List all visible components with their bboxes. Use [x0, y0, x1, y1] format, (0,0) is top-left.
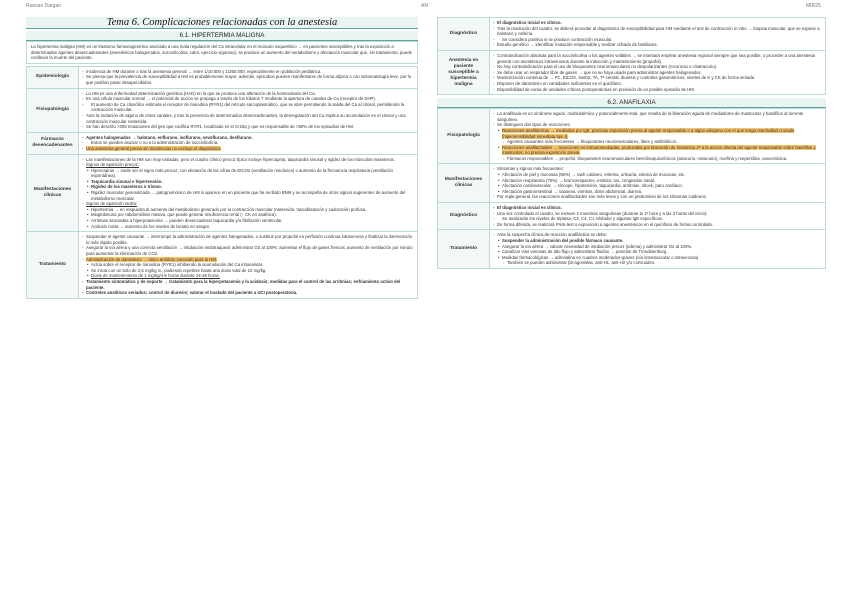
- list-item: • Afectación respiratoria (70%) → broncoespasmo, estridor, tos, congestión nasal.: [498, 178, 822, 184]
- list-item: - Tratamiento sintomático y de soporte → tratamiento para la hiperpotasemia y la acidosis; medidas para el control de las arritmias; enfriamiento activo del paciente.: [82, 279, 414, 290]
- row-content: [490, 230, 826, 269]
- table-row: [438, 164, 826, 203]
- list-item: • Rigidez muscular generalizada → patognomónico de HM si aparece en un paciente que ha recibido BNM y se acompaña de otros signos sugerentes de aumento del metabolismo muscular.: [87, 190, 414, 201]
- table-row: [27, 232, 418, 299]
- hm-table: [26, 66, 418, 299]
- list-item: - Se distinguen dos tipos de reacciones:: [493, 122, 822, 128]
- row-content: [490, 164, 826, 203]
- list-item: • Hipercapnia → suele ser el signo más precoz, con elevación de las cifras de EtCO2 (ventilación mecánica) o aumento de la frecuencia respiratoria (ventilación espontánea).: [87, 168, 414, 179]
- list-item: - No hay contraindicación para el uso de bloqueantes neuromusculares no despolarizantes (rocuronio o cisatracurio).: [493, 64, 822, 70]
- list-item: • Arritmias asociadas a hiperpotasemia → pueden desencadenar taquicardia y/o fibrilación ventricular.: [87, 218, 414, 224]
- row-label: Manifestaciones clínicas: [438, 164, 490, 203]
- table-row: [438, 18, 826, 51]
- list-item: • Acidosis mixta → aumento de los niveles de lactato en sangre.: [87, 224, 414, 230]
- table-row: [27, 88, 418, 132]
- table-row: [438, 203, 826, 230]
- list-item: - Disponibilidad de cama de unidades críticas postoperatorias en previsión de un posible episodio de HM.: [493, 87, 822, 93]
- highlighted-text: Administración de dantroleno → único antídoto conocido para la HM.: [86, 256, 218, 262]
- list-item: - Asegurar la vía aérea y una correcta ventilación → intubación endotraqueal; administrar O2 al 100%; aumentar el flujo de gases frescos; aumento de ventilación por minuto para aumentar la eliminación de CO2.: [82, 245, 414, 256]
- list-item: • Hipertermia → en respuesta al aumento del metabolismo generado por la contracción muscular mantenida. Vasodilatación y sudoración profusa.: [87, 207, 414, 213]
- list-item: - El diagnóstico inicial es clínico.: [493, 205, 822, 211]
- row-label: Anestesia en paciente susceptible a hipertermia maligna: [438, 50, 490, 94]
- list-item: - Ante la mutación de alguno de estos canales, y tras la presencia de determinados desencadenantes, la desregulación del Ca implica su acumulación en el citosol y una contracción muscular sostenida.: [82, 113, 414, 124]
- left-column: [26, 31, 418, 585]
- list-item: - Síntomas y signos más frecuentes:: [493, 166, 822, 172]
- list-item: - Las manifestaciones de la HM son muy variadas, pero el cuadro clínico precoz típico incluye hipercapnia, taquicardia sinusal y rigidez de los músculos maseteros.: [82, 157, 414, 163]
- list-item: • Afectación gastrointestinal → náuseas, vómitos, dolor abdominal, diarrea.: [498, 189, 822, 195]
- anafilaxia-table: [437, 108, 826, 269]
- row-content: [79, 66, 418, 88]
- list-item: - Se considera positiva si se produce contracción muscular.: [493, 37, 822, 43]
- list-item: - La anafilaxia es un síndrome agudo, multisistémico y potencialmente letal, que resulta de la liberación aguda de mediadores de mastocitos y basófilos al torrente sanguíneo.: [493, 111, 822, 122]
- list-item: - Suspender el agente causante → interrumpir la administración de agentes halogenados, o sustituir por propofol en perfusión continua intravenosa y finalizar la intervención lo más rápido posible.: [82, 234, 414, 245]
- highlighted-text: Reacciones anafilácticas → mediadas por IgE, precisan exposición previa al agente responsable o a algún alérgeno con el que tenga reactividad cruzada (hipersensibilidad inmediata tipo I).: [502, 127, 795, 139]
- section-title-anafilaxia: 6.2. ANAFILAXIA: [437, 98, 826, 108]
- row-content: [490, 109, 826, 164]
- list-item: - Incidencia de HM durante o tras la anestesia general → entre 1/10.000 y 1/250.000, especialmente en población pediátrica.: [82, 69, 414, 75]
- list-item: • Afectación cardiovascular → síncope, hipotensión, taquicardia, arritmias, shock, paro cardíaco.: [498, 183, 822, 189]
- row-label: Diagnóstico: [438, 203, 490, 230]
- row-content: [79, 132, 418, 154]
- row-label: Diagnóstico: [438, 18, 490, 51]
- list-item: • Mioglobinuria por rabdomiólisis masiva, que puede generar insuficiencia renal (↑ CK en analítica).: [87, 212, 414, 218]
- highlighted-text: Reacciones anafilactoides → reacciones no inmunomediadas, producidas por liberación de histamina 2ª a la acción directa del agente responsable sobre basófilos y mastocitos; no precisa exposición previa.: [502, 144, 816, 156]
- list-item: [82, 146, 414, 152]
- list-item: - Por regla general, las reacciones anafilactoides son más leves y con un predominio de los síntomas cutáneos.: [493, 194, 822, 200]
- list-item: - El diagnóstico inicial es clínico.: [493, 20, 822, 26]
- list-item: ◦ También se pueden administrar β2-agonistas, anti-H1, anti-H2 y/o corticoides.: [503, 260, 822, 266]
- list-item: [498, 145, 822, 156]
- list-item: • Taquicardia sinusal e hipertensión.: [87, 179, 414, 185]
- list-item: - Se debe usar un respirador libre de gases → que no se haya usado para administrar agentes halogenados.: [493, 70, 822, 76]
- list-item: • Canalizar vías venosas de alto flujo y administrar fluidos → posición de Trendelenburg.: [498, 249, 822, 255]
- highlighted-text: Una anestesia general previa sin incidencias no excluye el diagnóstico.: [86, 145, 222, 151]
- row-content: [490, 203, 826, 230]
- table-row: [27, 66, 418, 88]
- list-item: - Ante la sospecha clínica de reacción anafiláctica se debe:: [493, 232, 822, 238]
- list-item: - Signos de aparición tardía:: [82, 201, 414, 207]
- row-content: [79, 88, 418, 132]
- list-item: • Actúa sobre el receptor de rianodina (RYR1) inhibiendo la acumulación del Ca intracelular.: [87, 262, 414, 268]
- list-item: - Agentes halogenados → halotano, enflurano, isoflurano, sevoflurano, desflurano.: [82, 135, 414, 141]
- list-item: - Controles analíticos seriados; control de diuresis; valorar el traslado del paciente a UCI postoperatoria.: [82, 290, 414, 296]
- list-item: • Asegurar la vía aérea → valorar necesidad de intubación precoz (edema) y administrar O2 al 100%.: [498, 244, 822, 250]
- section-title-hm: 6.1. HIPERTERMIA MALIGNA: [26, 31, 418, 41]
- list-item: - El aumento de Ca citosólico estimula el receptor de rianodina (RYR1) del retículo sarcoplasmático, que se abre permitiendo la salida del Ca al citosol, permitiendo la contracción muscular.: [82, 102, 414, 113]
- list-item: • Rigidez de los maseteros o trismo.: [87, 184, 414, 190]
- table-row: [438, 109, 826, 164]
- list-item: • Afectación de piel y mucosas (90%) → rash cutáneo, eritema, urticaria, edema de mucosas, etc.: [498, 172, 822, 178]
- row-content: [490, 50, 826, 94]
- row-label: Fármacos desencadenantes: [27, 132, 79, 154]
- list-item: - Disponer de dantroleno en cantidades suficientes en el quirófano.: [493, 81, 822, 87]
- list-item: - Tras la resolución del cuadro, se deberá proceder al diagnóstico de susceptibilidad para HM mediante el test de contracción in vitro → biopsia muscular, que se expone a halotano y cafeína.: [493, 26, 822, 37]
- list-item: [498, 128, 822, 139]
- list-item: - Estudio genético → identificar mutación responsable y realizar cribado de familiares.: [493, 42, 822, 48]
- table-row: [27, 132, 418, 154]
- list-item: - Contraindicación absoluta para la succinilcolina o los agentes volátiles → se intentará emplear anestesia regional siempre que sea posible, o proceder a una anestesia general con anestésicos intravenosos durante la inducción y mantenimiento (propofol).: [493, 53, 822, 64]
- row-label: Epidemiología: [27, 66, 79, 88]
- list-item: - Se han descrito >300 mutaciones del gen que codifica RYR1, localizado en el Cr19q y que es responsable de >50% de los episodios de HM.: [82, 124, 414, 130]
- hm-intro: La hipertermia maligna (HM) es un trastorno farmacogenético asociado a una mala regulación del Ca intracelular en el músculo esquelético → en pacientes susceptibles y tras la exposición a determinados agentes desencadenantes (anestésicos halogenados, succinilcolina, calor, ejercicio vigoroso), se produce un aumento del metabolismo y afectación muscular que, sin tratamiento, puede conllevar la muerte del paciente.: [26, 41, 418, 64]
- list-item: ◦ Fármacos responsables → propofol, bloqueantes neuromusculares bencilisoquinolínicos (atracurio, mivacurio), morfina y meperidina, vancomicina.: [503, 156, 822, 162]
- list-item: • Suspender la administración del posible fármaco causante.: [498, 238, 822, 244]
- hm-table-continued: [437, 17, 826, 95]
- list-item: - Se piensa que la prevalencia de susceptibilidad a HM es probablemente mayor, además, episodios pueden manifestarse de forma atípica o con sintomatología leve, por lo que podrían pasar desapercibidos.: [82, 74, 414, 85]
- row-content: [79, 232, 418, 299]
- list-item: • Medidas farmacológicas → adrenalina en cuadros moderados-graves (vía intramuscular o intravenosa).: [498, 255, 822, 261]
- list-item: • Dosis de mantenimiento de 1 mg/kg/4-6 horas durante 24-48 horas.: [87, 273, 414, 279]
- table-row: [27, 154, 418, 232]
- row-label: Tratamiento: [27, 232, 79, 299]
- row-label: Fisiopatología: [438, 109, 490, 164]
- row-label: Fisiopatología: [27, 88, 79, 132]
- header-author: Ruesan Dargan: [26, 3, 62, 9]
- list-item: - Se analizarán los niveles de triptasa, C3, C4, C1 inhibidor y algunas IgE específicas.: [493, 216, 822, 222]
- header-code: MIR25: [806, 3, 821, 9]
- table-row: [438, 50, 826, 94]
- list-item: • Se inicia con un bolo de 2,5 mg/kg iv., pudiendo repetirse hasta una dosis total de 10 mg/kg.: [87, 268, 414, 274]
- list-item: - Estos se pueden asociar o no a la administración de succinilcolina.: [82, 140, 414, 146]
- list-item: - Monitorización continua de → FC, EtCO2, SatO2, TA, Tª central, diuresis y controles gasométricos; niveles de K y CK de forma seriada.: [493, 75, 822, 81]
- right-column: [437, 17, 826, 585]
- row-content: [490, 18, 826, 51]
- table-row: [438, 230, 826, 269]
- list-item: - Una vez controlado el cuadro, se extraen 2 muestras sanguíneas (durante la 1ª hora y a las 2 horas del inicio).: [493, 211, 822, 217]
- row-label: Tratamiento: [438, 230, 490, 269]
- row-content: [79, 154, 418, 232]
- row-label: Manifestaciones clínicas: [27, 154, 79, 232]
- list-item: - De forma diferida, se realizará Prick-test o exposición a agentes anestésicos en el quirófano de forma controlada.: [493, 222, 822, 228]
- header-center: AN: [421, 3, 428, 9]
- doc-title: Tema 6. Complicaciones relacionadas con la anestesia: [26, 17, 418, 29]
- list-item: - En una célula muscular normal → el potencial de acción se propaga a través de los túbulos T mediante la apertura de canales de Ca (receptor de DHP).: [82, 96, 414, 102]
- list-item: - La HM es una enfermedad determinación genética (HAD) en la que se produce una alteración de la homeostasis del Ca.: [82, 91, 414, 97]
- list-item: - Signos de aparición precoz:: [82, 162, 414, 168]
- list-item: ◦ Agentes causantes más frecuentes → bloqueantes neuromusculares, látex y antibióticos.: [503, 139, 822, 145]
